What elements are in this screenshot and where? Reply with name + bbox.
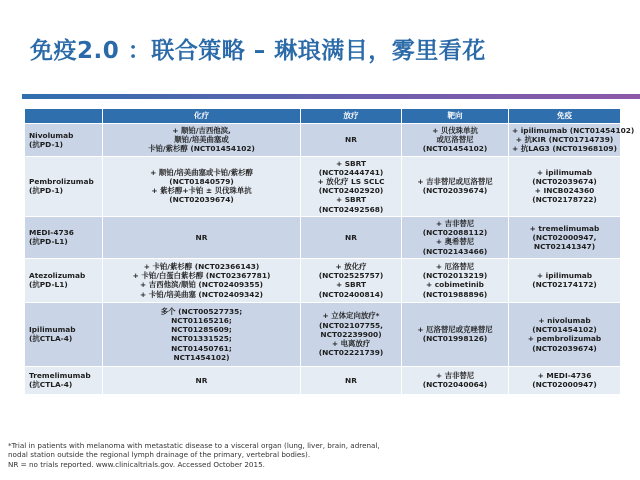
cell-line: (抗CTLA-4) xyxy=(29,334,73,344)
drug-cell xyxy=(25,366,103,394)
targeted-therapy-cell xyxy=(402,258,509,302)
cell-line: + 吉非替尼 xyxy=(435,218,475,228)
slide-title: 免疫2.0 ：联合策略 – 琳琅满目，雾里看花 xyxy=(30,38,486,64)
cell-line: (NCT02402920) xyxy=(318,186,384,196)
cell-line: + 抗LAG3 (NCT01968109) xyxy=(512,144,617,154)
targeted-therapy-cell xyxy=(402,302,509,366)
cell-line: 卡铂/紫杉醇 (NCT01454102) xyxy=(148,144,255,154)
cell-line: (NCT01454102) xyxy=(422,144,488,154)
cell-line: (抗PD-L1) xyxy=(29,280,68,290)
table-row xyxy=(25,366,621,394)
cell-line: + SBRT xyxy=(335,280,367,290)
cell-line: NCT02239900) xyxy=(320,329,382,339)
cell-line: + 吉非替尼 xyxy=(435,371,475,381)
cell-line: + 厄洛替尼或克唑替尼 xyxy=(417,325,493,335)
cell-line: NR xyxy=(345,135,357,145)
cell-line: + 顺铂/培美曲塞或卡铂/紫杉醇 xyxy=(150,167,253,177)
cell-line: + 卡铂/培美曲塞 (NCT02409342) xyxy=(140,289,263,299)
cell-line: + ipilimumab xyxy=(536,167,593,177)
cell-line: (NCT02039674) xyxy=(422,186,488,196)
chemotherapy-cell xyxy=(103,366,301,394)
footnote xyxy=(8,441,608,469)
cell-line: Tremelimumab xyxy=(29,371,91,381)
cell-line: Pembrolizumab xyxy=(29,177,94,187)
cell-line: (NCT02039674) xyxy=(169,195,234,205)
cell-line: NCT01450761; xyxy=(171,343,232,353)
title-divider-bar xyxy=(22,94,640,99)
cell-line: + tremelimumab xyxy=(529,223,600,233)
cell-line: + 立体定向放疗* xyxy=(322,311,380,321)
cell-line: (NCT02492568) xyxy=(318,204,384,214)
table-row xyxy=(25,156,621,216)
cell-line: + 奥希替尼 xyxy=(435,237,475,247)
cell-line: + pembrolizumab xyxy=(527,334,602,344)
cell-line: NCT01285609; xyxy=(171,325,232,335)
cell-line: (NCT02039674) xyxy=(532,177,597,187)
cell-line: + 抗KIR (NCT01714739) xyxy=(515,135,614,145)
header-cell-immunotherapy: 免疫 xyxy=(509,109,621,124)
footnote-line: *Trial in patients with melanoma with metastatic disease to a visceral organ (lung, liver, brain, adrenal, xyxy=(8,441,380,450)
cell-line: (NCT02013219) xyxy=(422,271,488,281)
header-cell-chemotherapy: 化疗 xyxy=(103,109,301,124)
cell-line: (NCT01454102) xyxy=(532,325,597,335)
radiotherapy-cell xyxy=(301,124,402,157)
cell-line: + 吉非替尼或厄洛替尼 xyxy=(417,177,493,187)
cell-line: (NCT02039674) xyxy=(532,343,597,353)
table-row xyxy=(25,124,621,157)
cell-line: NCT01165216; xyxy=(171,315,232,325)
radiotherapy-cell xyxy=(301,302,402,366)
chemotherapy-cell xyxy=(103,258,301,302)
cell-line: + ipilimumab xyxy=(536,271,593,281)
cell-line: 或厄洛替尼 xyxy=(436,135,474,145)
footnote-line: nodal station outside the regional lymph drainage of the primary, vertebral bodies). xyxy=(8,450,311,460)
chemotherapy-cell xyxy=(103,124,301,157)
cell-line: + 紫杉醇+卡铂 ± 贝伐珠单抗 xyxy=(151,186,252,196)
cell-line: (NCT02040064) xyxy=(422,380,488,390)
cell-line: 顺铂/培美曲塞或 xyxy=(174,135,229,145)
radiotherapy-cell xyxy=(301,156,402,216)
chemotherapy-cell xyxy=(103,156,301,216)
radiotherapy-cell xyxy=(301,258,402,302)
cell-line: (NCT01988896) xyxy=(422,289,488,299)
cell-line: (NCT02525757) xyxy=(318,271,384,281)
drug-cell xyxy=(25,258,103,302)
cell-line: NCT1454102) xyxy=(173,352,230,362)
cell-line: (抗CTLA-4) xyxy=(29,380,73,390)
cell-line: + cobimetinib xyxy=(426,280,484,290)
targeted-therapy-cell xyxy=(402,156,509,216)
cell-line: + MEDI-4736 xyxy=(537,371,592,381)
cell-line: (NCT02444741) xyxy=(318,167,384,177)
cell-line: (NCT02400814) xyxy=(318,289,384,299)
cell-line: NR xyxy=(345,232,357,242)
cell-line: + ipilimumab (NCT01454102) xyxy=(512,126,635,135)
targeted-therapy-cell xyxy=(402,366,509,394)
cell-line: + SBRT xyxy=(335,158,367,168)
drug-cell xyxy=(25,302,103,366)
table-row xyxy=(25,302,621,366)
cell-line: + 顺铂/吉西他滨, xyxy=(172,126,231,135)
combination-trials-table xyxy=(24,108,635,395)
drug-cell xyxy=(25,216,103,258)
footnote-line: NR = no trials reported. www.clinicaltrials.gov. Accessed October 2015. xyxy=(8,459,265,469)
header-cell-targeted: 靶向 xyxy=(402,109,509,124)
cell-line: + 贝伐珠单抗 xyxy=(432,126,478,135)
immunotherapy-cell xyxy=(509,124,635,157)
cell-line: + 卡铂/白蛋白紫杉醇 (NCT02367781) xyxy=(132,271,271,281)
header-cell-radiotherapy: 放疗 xyxy=(301,109,402,124)
cell-line: (抗PD-1) xyxy=(29,139,64,149)
cell-line: (NCT02178722) xyxy=(532,195,597,205)
cell-line: (NCT02000947) xyxy=(532,380,597,390)
targeted-therapy-cell xyxy=(402,124,509,157)
cell-line: + 电离放疗 xyxy=(331,338,371,348)
table-header-row xyxy=(25,109,621,124)
cell-line: (NCT01840579) xyxy=(169,177,234,187)
immunotherapy-cell xyxy=(509,258,621,302)
immunotherapy-cell xyxy=(509,156,621,216)
cell-line: (抗PD-1) xyxy=(29,186,64,196)
cell-line: (NCT02221739) xyxy=(318,348,384,358)
cell-line: NR xyxy=(195,232,208,242)
cell-line: NR xyxy=(345,375,357,385)
chemotherapy-cell xyxy=(103,302,301,366)
cell-line: (NCT02088112) xyxy=(422,228,488,238)
cell-line: (NCT02174172) xyxy=(532,280,597,290)
immunotherapy-cell xyxy=(509,302,621,366)
table-row xyxy=(25,216,621,258)
cell-line: (NCT02000947, xyxy=(532,232,597,242)
table-row xyxy=(25,258,621,302)
immunotherapy-cell xyxy=(509,366,621,394)
cell-line: + 放化疗 LS SCLC xyxy=(317,177,385,187)
targeted-therapy-cell xyxy=(402,216,509,258)
cell-line: + 放化疗 xyxy=(335,261,367,271)
drug-cell xyxy=(25,124,103,157)
chemotherapy-cell xyxy=(103,216,301,258)
cell-line: + 吉西他滨/顺铂 (NCT02409355) xyxy=(140,280,263,290)
cell-line: Ipilimumab xyxy=(29,325,76,335)
cell-line: NR xyxy=(195,375,208,385)
immunotherapy-cell xyxy=(509,216,621,258)
cell-line: Nivolumab xyxy=(29,130,74,140)
radiotherapy-cell xyxy=(301,216,402,258)
cell-line: (抗PD-L1) xyxy=(29,237,68,247)
radiotherapy-cell xyxy=(301,366,402,394)
cell-line: MEDI-4736 xyxy=(29,228,74,238)
cell-line: NCT02141347) xyxy=(533,241,596,251)
cell-line: (NCT02143466) xyxy=(422,246,488,256)
cell-line: + INCB024360 xyxy=(534,186,595,196)
cell-line: 多个 (NCT00527735; xyxy=(160,306,243,316)
cell-line: + 厄洛替尼 xyxy=(435,261,475,271)
cell-line: + 卡铂/紫杉醇 (NCT02366143) xyxy=(143,261,260,271)
cell-line: (NCT01998126) xyxy=(422,334,488,344)
cell-line: + SBRT xyxy=(335,195,367,205)
cell-line: NCT01331525; xyxy=(171,334,232,344)
drug-cell xyxy=(25,156,103,216)
header-cell-drug xyxy=(25,109,103,124)
cell-line: (NCT02107755, xyxy=(319,320,383,330)
cell-line: Atezolizumab xyxy=(29,271,86,281)
cell-line: + nivolumab xyxy=(538,315,591,325)
